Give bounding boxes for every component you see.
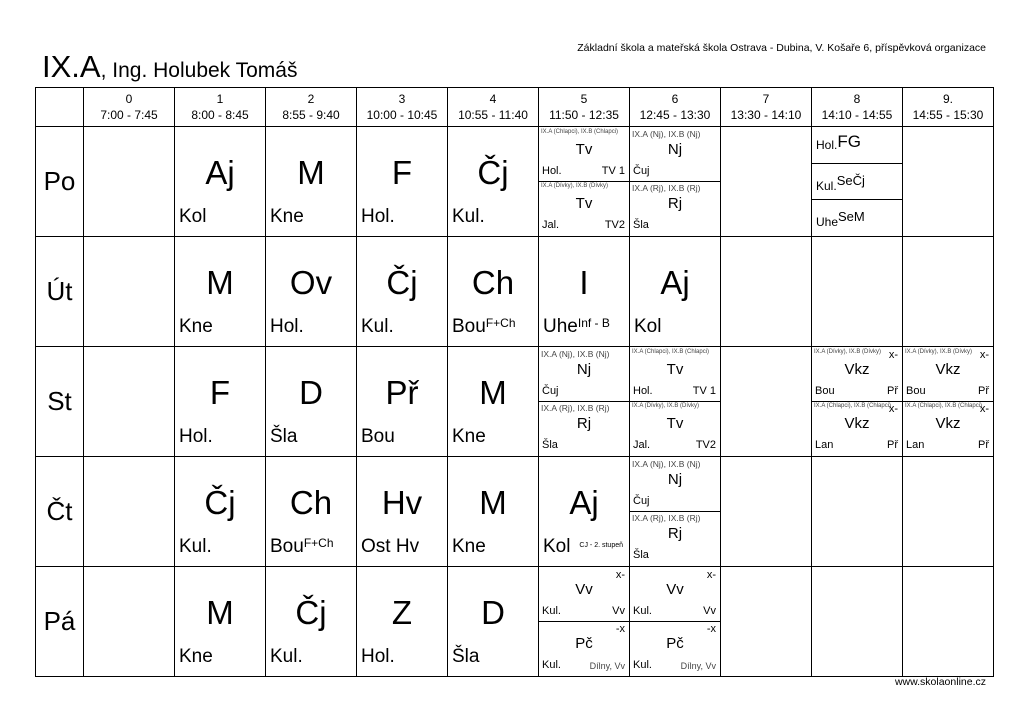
lesson-cell[interactable] <box>357 457 448 567</box>
group-label: IX.A (Rj), IX.B (Rj) <box>632 183 701 193</box>
lesson-cell[interactable] <box>266 237 357 347</box>
day-row-ut <box>36 237 994 347</box>
subject: Vv <box>575 581 593 598</box>
lesson-cell-empty <box>721 567 812 677</box>
room: Dílny, Vv <box>589 661 625 671</box>
teacher: Kne <box>452 536 486 557</box>
lesson-cell-split <box>539 567 630 677</box>
lesson-cell[interactable] <box>448 567 539 677</box>
group-lesson[interactable] <box>630 621 720 675</box>
lesson-cell-split <box>539 127 630 237</box>
subject: Nj <box>667 471 683 488</box>
teacher-subject <box>816 209 865 230</box>
lesson-cell[interactable] <box>448 457 539 567</box>
group-lesson[interactable] <box>539 621 629 675</box>
lesson-cell-empty <box>903 127 994 237</box>
corner-cell <box>36 88 84 127</box>
subject: Čj <box>386 264 418 301</box>
week-marker: x- <box>888 349 898 361</box>
group-label: IX.A (Chlapci), IX.B (Chlapci) <box>905 403 983 409</box>
period-header-row <box>36 88 994 127</box>
teacher: Bou <box>815 385 835 397</box>
group-label: IX.A (Dívky), IX.B (Dívky) <box>905 349 973 355</box>
lesson-cell-empty <box>84 457 175 567</box>
teacher: Šla <box>270 426 298 447</box>
teacher-note <box>361 536 419 558</box>
teacher: Kol <box>543 536 571 557</box>
teacher: Kul. <box>816 179 837 193</box>
room: TV2 <box>695 439 716 451</box>
lesson-cell-empty <box>812 567 903 677</box>
subject: Ch <box>289 484 333 521</box>
period-number: 5 <box>580 92 588 106</box>
lesson-cell[interactable] <box>448 347 539 457</box>
period-number: 4 <box>489 92 497 106</box>
teacher-note <box>543 316 610 338</box>
subject: M <box>206 594 234 631</box>
period-3 <box>357 88 448 127</box>
period-9 <box>903 88 994 127</box>
subject: Vkz <box>844 361 870 378</box>
group-lesson[interactable] <box>630 127 720 182</box>
lesson-cell[interactable] <box>539 237 630 347</box>
teacher: Kul. <box>633 659 652 671</box>
subject: Tv <box>666 415 684 432</box>
subject: M <box>206 264 234 301</box>
teacher: Lan <box>815 439 834 451</box>
note: F+Ch <box>303 536 334 550</box>
teacher: Kul. <box>452 206 485 227</box>
teacher: Lan <box>906 439 925 451</box>
room: Př <box>978 385 989 397</box>
subject: Vkz <box>935 361 961 378</box>
lesson-cell[interactable] <box>266 567 357 677</box>
teacher-subject <box>816 173 865 194</box>
period-number: 1 <box>216 92 224 106</box>
teacher: Jal. <box>633 439 651 451</box>
lesson-cell-empty <box>812 457 903 567</box>
teacher: Hol. <box>361 646 395 667</box>
day-label: Út <box>36 237 84 347</box>
lesson-cell-empty <box>84 347 175 457</box>
teacher: Šla <box>542 439 558 451</box>
group-lesson[interactable] <box>812 347 902 402</box>
week-marker: x- <box>979 403 989 415</box>
teacher: Bou <box>906 385 926 397</box>
week-marker: -x <box>706 623 716 635</box>
subject: Aj <box>660 264 690 301</box>
group-lesson[interactable] <box>630 347 720 402</box>
lesson-cell[interactable] <box>175 237 266 347</box>
lesson-cell-empty <box>812 237 903 347</box>
teacher: Hol. <box>816 138 838 152</box>
lesson-cell-split <box>812 347 903 457</box>
subject: D <box>481 594 505 631</box>
group-label: IX.A (Nj), IX.B (Nj) <box>632 459 701 469</box>
teacher: Kne <box>452 426 486 447</box>
teacher: Kul. <box>542 659 561 671</box>
teacher: Uhe <box>816 215 839 229</box>
group-lesson[interactable] <box>903 347 993 402</box>
subject: Čj <box>295 594 327 631</box>
lesson-cell[interactable] <box>357 127 448 237</box>
group-lesson[interactable] <box>903 401 993 455</box>
lesson-cell-split <box>630 457 721 567</box>
lesson-cell[interactable] <box>175 457 266 567</box>
teacher: Jal. <box>542 219 560 231</box>
teacher: Bou <box>361 426 395 447</box>
day-label: St <box>36 347 84 457</box>
lesson-cell[interactable] <box>448 237 539 347</box>
subject: Rj <box>667 525 683 542</box>
day-row-st <box>36 347 994 457</box>
teacher: Bou <box>452 316 486 337</box>
lesson-cell-empty <box>903 237 994 347</box>
group-lesson[interactable] <box>812 199 902 235</box>
subject: Čj <box>204 484 236 521</box>
subject: Rj <box>667 195 683 212</box>
teacher: Kul. <box>270 646 303 667</box>
subject: FG <box>837 132 861 151</box>
subject: Hv <box>381 484 423 521</box>
class-name: IX.A <box>42 49 101 84</box>
room: Vv <box>703 605 716 617</box>
group-lesson[interactable] <box>630 457 720 512</box>
lesson-cell[interactable] <box>175 127 266 237</box>
group-lesson[interactable] <box>539 127 629 182</box>
group-label: IX.A (Rj), IX.B (Rj) <box>632 513 701 523</box>
period-5 <box>539 88 630 127</box>
class-title <box>42 50 297 88</box>
teacher: Kul. <box>179 536 212 557</box>
lesson-cell-empty <box>84 237 175 347</box>
teacher: Kol <box>179 206 207 227</box>
period-number: 7 <box>762 92 770 106</box>
group-lesson[interactable] <box>539 567 629 622</box>
subject: Ov <box>289 264 333 301</box>
teacher: Kne <box>179 316 213 337</box>
group-lesson[interactable] <box>539 347 629 402</box>
period-4 <box>448 88 539 127</box>
note: F+Ch <box>485 316 516 330</box>
subject: Tv <box>666 361 684 378</box>
teacher: Kul. <box>633 605 652 617</box>
lesson-cell[interactable] <box>266 347 357 457</box>
subject: Nj <box>576 361 592 378</box>
lesson-cell[interactable] <box>175 567 266 677</box>
group-lesson[interactable] <box>539 401 629 455</box>
period-time: 8:55 - 9:40 <box>282 108 340 122</box>
day-row-po <box>36 127 994 237</box>
teacher: Hol. <box>179 426 213 447</box>
room: TV 1 <box>692 385 716 397</box>
teacher: Kne <box>270 206 304 227</box>
lesson-cell-empty <box>903 457 994 567</box>
subject: Z <box>391 594 413 631</box>
subject: Vkz <box>844 415 870 432</box>
subject: Př <box>385 374 419 411</box>
week-marker: x- <box>888 403 898 415</box>
period-8 <box>812 88 903 127</box>
week-marker: x- <box>615 569 625 581</box>
teacher-note <box>452 316 516 338</box>
subject: Ch <box>471 264 515 301</box>
teacher-subject <box>816 132 861 158</box>
room: Dílny, Vv <box>680 661 716 671</box>
period-0 <box>84 88 175 127</box>
group-label: IX.A (Dívky), IX.B (Dívky) <box>541 183 609 189</box>
period-number: 3 <box>398 92 406 106</box>
teacher: Hol. <box>270 316 304 337</box>
period-time: 8:00 - 8:45 <box>191 108 249 122</box>
subject: I <box>579 264 589 301</box>
day-row-ct <box>36 457 994 567</box>
group-label: IX.A (Chlapci), IX.B (Chlapci) <box>632 349 710 355</box>
group-lesson[interactable] <box>812 127 902 164</box>
day-label: Pá <box>36 567 84 677</box>
lesson-cell-empty <box>721 347 812 457</box>
teacher: Kul. <box>542 605 561 617</box>
group-lesson[interactable] <box>630 511 720 565</box>
period-6 <box>630 88 721 127</box>
period-time: 10:55 - 11:40 <box>458 108 528 122</box>
teacher: Kne <box>179 646 213 667</box>
period-time: 10:00 - 10:45 <box>366 108 438 122</box>
lesson-cell-empty <box>721 237 812 347</box>
subject: M <box>479 484 507 521</box>
period-number: 8 <box>853 92 861 106</box>
room: Př <box>978 439 989 451</box>
group-label: IX.A (Chlapci), IX.B (Chlapci) <box>814 403 892 409</box>
lesson-cell-split <box>903 347 994 457</box>
subject: M <box>479 374 507 411</box>
lesson-cell-split <box>812 127 903 237</box>
group-label: IX.A (Chlapci), IX.B (Chlapci) <box>541 129 619 135</box>
period-time: 7:00 - 7:45 <box>100 108 158 122</box>
subject: Čj <box>477 154 509 191</box>
note: CJ - 2. stupeň <box>579 542 623 549</box>
subject: Vkz <box>935 415 961 432</box>
teacher-note <box>270 536 334 558</box>
group-label: IX.A (Nj), IX.B (Nj) <box>632 129 701 139</box>
timetable <box>35 87 994 677</box>
day-label: Po <box>36 127 84 237</box>
subject: Tv <box>575 195 593 212</box>
teacher: Ost <box>361 536 391 557</box>
period-number: 2 <box>307 92 315 106</box>
subject: Vv <box>666 581 684 598</box>
lesson-cell[interactable] <box>357 567 448 677</box>
subject: M <box>297 154 325 191</box>
subject: SeM <box>838 209 865 224</box>
lesson-cell[interactable] <box>630 237 721 347</box>
group-label: IX.A (Nj), IX.B (Nj) <box>541 349 610 359</box>
teacher: Bou <box>270 536 304 557</box>
teacher: Uhe <box>543 316 578 337</box>
lesson-cell[interactable] <box>357 237 448 347</box>
teacher: Čuj <box>542 385 559 397</box>
group-lesson[interactable] <box>630 401 720 455</box>
class-teacher: , Ing. Holubek Tomáš <box>100 59 298 82</box>
lesson-cell[interactable] <box>357 347 448 457</box>
footer-website[interactable]: www.skolaonline.cz <box>894 676 986 688</box>
teacher: Šla <box>452 646 480 667</box>
group-lesson[interactable] <box>812 401 902 455</box>
subject: Pč <box>666 635 684 652</box>
group-lesson[interactable] <box>539 181 629 235</box>
teacher: Šla <box>633 549 649 561</box>
room: TV2 <box>604 219 625 231</box>
lesson-cell-split <box>630 347 721 457</box>
room: Hv <box>395 536 420 557</box>
teacher: Šla <box>633 219 649 231</box>
period-time: 11:50 - 12:35 <box>549 108 619 122</box>
teacher: Hol. <box>361 206 395 227</box>
subject: Nj <box>667 141 683 158</box>
lesson-cell[interactable] <box>175 347 266 457</box>
teacher: Hol. <box>542 165 562 177</box>
lesson-cell-split <box>630 567 721 677</box>
room: Př <box>887 439 898 451</box>
teacher: Hol. <box>633 385 653 397</box>
lesson-cell-empty <box>84 127 175 237</box>
room: Vv <box>612 605 625 617</box>
period-number: 0 <box>125 92 133 106</box>
period-time: 14:55 - 15:30 <box>912 108 984 122</box>
subject: D <box>299 374 323 411</box>
lesson-cell-empty <box>903 567 994 677</box>
subject: Rj <box>576 415 592 432</box>
group-lesson[interactable] <box>630 567 720 622</box>
group-label: IX.A (Rj), IX.B (Rj) <box>541 403 610 413</box>
subject: Aj <box>205 154 235 191</box>
lesson-cell-empty <box>721 127 812 237</box>
lesson-cell[interactable] <box>266 127 357 237</box>
period-7 <box>721 88 812 127</box>
note: Inf - B <box>577 316 610 330</box>
subject: Aj <box>569 484 599 521</box>
period-time: 14:10 - 14:55 <box>821 108 893 122</box>
day-label: Čt <box>36 457 84 567</box>
period-time: 12:45 - 13:30 <box>639 108 711 122</box>
period-2 <box>266 88 357 127</box>
group-label: IX.A (Dívky), IX.B (Dívky) <box>632 403 700 409</box>
period-time: 13:30 - 14:10 <box>730 108 802 122</box>
period-1 <box>175 88 266 127</box>
room: Př <box>887 385 898 397</box>
group-lesson[interactable] <box>630 181 720 235</box>
teacher: Kul. <box>361 316 394 337</box>
period-number: 9. <box>942 92 953 106</box>
week-marker: x- <box>706 569 716 581</box>
subject: F <box>391 154 413 191</box>
week-marker: x- <box>979 349 989 361</box>
lesson-cell-split <box>539 347 630 457</box>
group-lesson[interactable] <box>812 163 902 200</box>
lesson-cell-empty <box>84 567 175 677</box>
period-number: 6 <box>671 92 679 106</box>
week-marker: -x <box>615 623 625 635</box>
room: TV 1 <box>601 165 625 177</box>
teacher: Čuj <box>633 495 650 507</box>
lesson-cell-split <box>630 127 721 237</box>
subject: SeČj <box>836 173 865 188</box>
lesson-cell[interactable] <box>448 127 539 237</box>
school-name: Základní škola a mateřská škola Ostrava - Dubina, V. Košaře 6, příspěvková organizace <box>577 42 986 54</box>
lesson-cell-empty <box>721 457 812 567</box>
subject: Tv <box>575 141 593 158</box>
lesson-cell[interactable] <box>266 457 357 567</box>
teacher: Čuj <box>633 165 650 177</box>
subject: Pč <box>575 635 593 652</box>
group-label: IX.A (Dívky), IX.B (Dívky) <box>814 349 882 355</box>
subject: F <box>209 374 231 411</box>
teacher: Kol <box>634 316 662 337</box>
lesson-cell[interactable] <box>539 457 630 567</box>
day-row-pa <box>36 567 994 677</box>
